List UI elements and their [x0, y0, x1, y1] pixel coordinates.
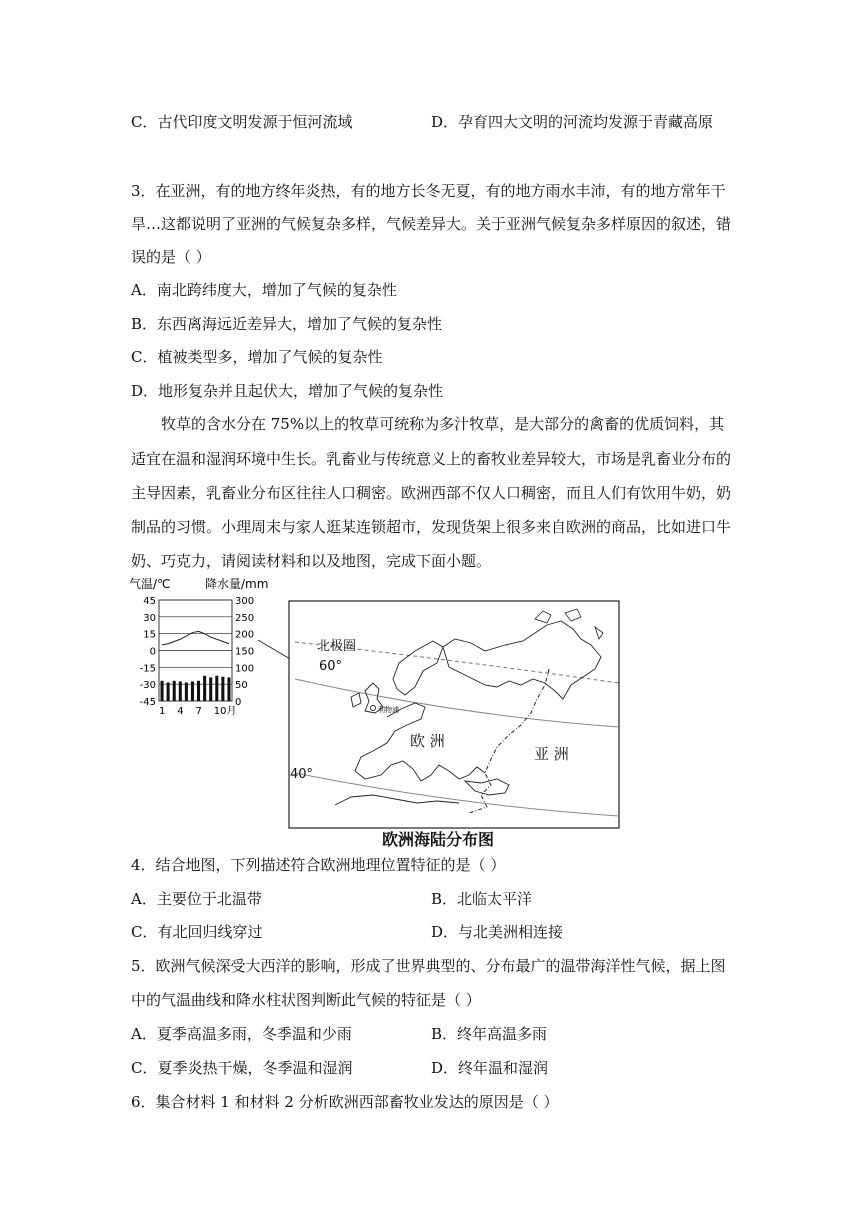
q5-option-c: C．夏季炎热干燥，冬季温和湿润 — [131, 1059, 353, 1077]
q5-stem-line-2: 中的气温曲线和降水柱状图判断此气候的特征是（ ） — [131, 991, 481, 1009]
precip-tick-label: 300 — [235, 596, 255, 607]
chart-grid — [159, 600, 232, 701]
q4-option-b: B．北临太平洋 — [431, 890, 533, 908]
month-tick-label: 10月 — [213, 706, 237, 717]
q4-stem: 4．结合地图，下列描述符合欧洲地理位置特征的是（ ） — [131, 856, 506, 874]
precip-bar — [197, 681, 200, 701]
precip-bar — [167, 682, 170, 701]
q3-option-a: A．南北跨纬度大，增加了气候的复杂性 — [131, 281, 397, 299]
precip-bar — [191, 681, 194, 701]
precip-axis-label: 降水量/mm — [205, 577, 269, 591]
q5-option-d: D．终年温和湿润 — [431, 1059, 549, 1077]
precip-tick-label: 0 — [235, 697, 242, 708]
map-frame — [289, 601, 619, 828]
q3-option-b: B．东西离海远近差异大，增加了气候的复杂性 — [131, 315, 443, 333]
q4-option-c: C．有北回归线穿过 — [131, 923, 263, 941]
precip-tick-label: 50 — [235, 680, 248, 692]
temp-tick-label: -15 — [139, 663, 156, 675]
precip-tick-label: 250 — [235, 612, 255, 624]
temp-axis-label: 气温/℃ — [129, 577, 171, 591]
liverpool-marker — [371, 706, 376, 711]
precip-bar — [215, 676, 218, 701]
temp-ticks — [140, 596, 156, 708]
q3-option-d: D．地形复杂并且起伏大，增加了气候的复杂性 — [131, 382, 444, 400]
precip-bar — [227, 677, 230, 701]
lat40-label: 40° — [290, 767, 314, 782]
precip-bar — [203, 676, 206, 701]
precip-bar — [173, 681, 176, 701]
precip-bar — [209, 677, 212, 701]
precip-tick-label: 200 — [235, 629, 255, 641]
precip-bar — [179, 681, 182, 701]
material-line-3: 主导因素，乳畜业分布区往往人口稠密。欧洲西部不仅人口稠密，而且人们有饮用牛奶，奶 — [131, 484, 732, 502]
precip-bars — [161, 676, 231, 701]
precip-tick-label: 100 — [235, 663, 255, 675]
month-ticks — [159, 705, 236, 717]
precip-bar — [221, 677, 224, 701]
temp-tick-label: 0 — [149, 646, 156, 658]
temp-tick-label: 15 — [143, 629, 156, 641]
q3-stem-line-2: 旱…这都说明了亚洲的气候复杂多样，气候差异大。关于亚洲气候复杂多样原因的叙述，错 — [131, 215, 732, 233]
precip-bar — [185, 682, 188, 701]
q5-option-b: B．终年高温多雨 — [431, 1025, 548, 1043]
q3-stem-line-1: 3．在亚洲，有的地方终年炎热，有的地方长冬无夏，有的地方雨水丰沛，有的地方常年干 — [131, 182, 726, 200]
q5-stem-line-1: 5．欧洲气候深受大西洋的影响，形成了世界典型的、分布最广的温带海洋性气候，据上图 — [131, 957, 726, 975]
q6-stem: 6．集合材料 1 和材料 2 分析欧洲西部畜牧业发达的原因是（ ） — [131, 1093, 559, 1111]
month-tick-label: 7 — [195, 706, 202, 717]
q4-option-a: A．主要位于北温带 — [131, 890, 262, 908]
precip-ticks — [235, 596, 254, 708]
temp-tick-label: -45 — [139, 697, 156, 708]
europe-label: 欧 洲 — [410, 732, 445, 750]
month-tick-label: 4 — [177, 706, 184, 717]
material-line-5: 奶、巧克力，请阅读材料和以及地图，完成下面小题。 — [131, 552, 492, 570]
asia-label: 亚 洲 — [534, 745, 569, 763]
q4-option-d: D．与北美洲相连接 — [431, 923, 564, 941]
europe-map — [289, 601, 619, 828]
q3-stem-line-3: 误的是（ ） — [131, 248, 211, 266]
q2-option-d: D．孕育四大文明的河流均发源于青藏高原 — [431, 113, 714, 131]
temp-tick-label: 45 — [143, 596, 156, 607]
material-line-1: 牧草的含水分在 75%以上的牧草可统称为多汁牧草，是大部分的禽畜的优质饲料，其 — [161, 415, 725, 433]
liverpool-label: 利物浦 — [378, 706, 399, 714]
material-line-4: 制品的习惯。小理周末与家人逛某连锁超市，发现货架上很多来自欧洲的商品，比如进口牛 — [131, 518, 732, 536]
q5-option-a: A．夏季高温多雨，冬季温和少雨 — [131, 1025, 352, 1043]
q2-option-c: C．古代印度文明发源于恒河流域 — [131, 113, 353, 131]
q3-option-c: C．植被类型多，增加了气候的复杂性 — [131, 348, 383, 366]
material-line-2: 适宜在温和湿润环境中生长。乳畜业与传统意义上的畜牧业差异较大，市场是乳畜业分布的 — [131, 450, 732, 468]
month-tick-label: 1 — [159, 706, 166, 717]
precip-tick-label: 150 — [235, 646, 255, 658]
arctic-circle-label: 北极圈 — [317, 639, 357, 654]
lat60-label: 60° — [319, 659, 343, 674]
precip-bar — [161, 681, 164, 701]
climate-chart — [129, 576, 268, 717]
temp-tick-label: -30 — [139, 680, 156, 692]
temp-tick-label: 30 — [143, 612, 156, 624]
figure — [125, 575, 725, 850]
map-caption: 欧洲海陆分布图 — [382, 830, 495, 849]
